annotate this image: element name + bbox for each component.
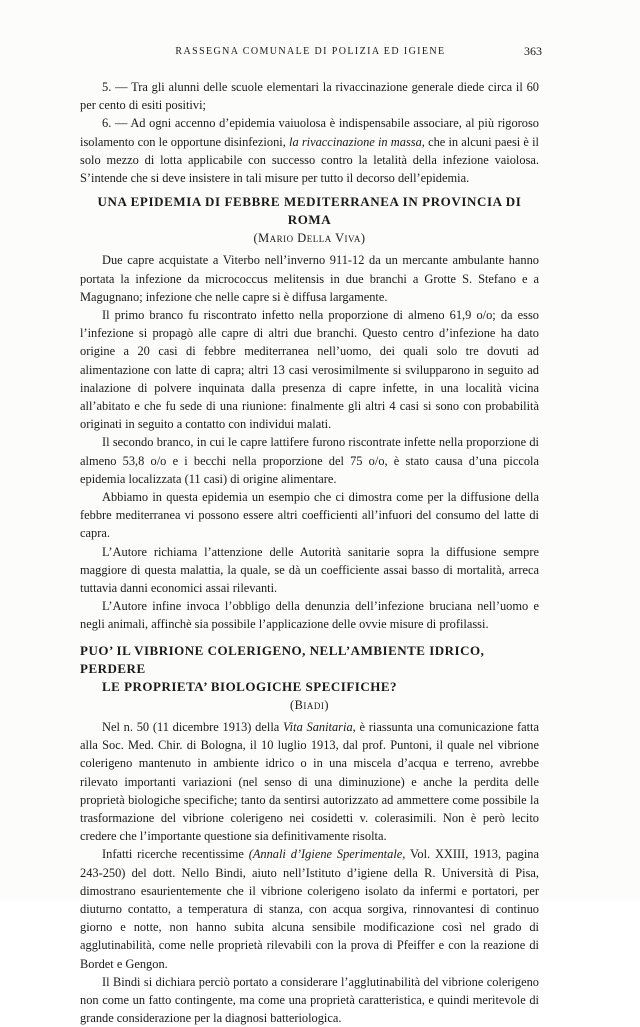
article1-paragraph: Il secondo branco, in cui le capre lattifere furono riscontrate infette nella proporzione di almeno 53,8 o/o e i becchi nella proporzione del 75 o/o, è stato causa d’una piccola epidemia localizzata (11 casi) di origine alimentare. bbox=[80, 435, 539, 486]
article2-paragraph bbox=[80, 718, 539, 845]
article1-paragraph: Il primo branco fu riscontrato infetto nella proporzione di almeno 61,9 o/o; da esso l’infezione si propagò alle capre di altri due branchi. Questo centro d’infezione ha dato origine a 20 casi di febbre mediterranea nell’uomo, dei quali solo tre dovuti ad alimentazione con latte di capra; altri 13 casi verosimilmente si svilupparono in seguito ad inalazione di polvere inquinata dalla presenza di capre infette, in una località vicina all’abitato e che fu sede di una riunione: finalmente gli altri 4 casi si sono con probabilità originati in seguito a contatto con individui malati. bbox=[80, 308, 539, 432]
article1-paragraph: Abbiamo in questa epidemia un esempio che ci dimostra come per la diffusione della febbre mediterranea vi possono essere altri coefficienti all’infuori del consumo del latte di capra. bbox=[80, 490, 539, 541]
journal-title: Vita Sanitaria, bbox=[283, 719, 356, 734]
article2-author: (Biadi) bbox=[289, 697, 329, 712]
page-number: 363 bbox=[524, 44, 542, 58]
list-item-5: 5. — Tra gli alunni delle scuole elementari la rivaccinazione generale diede circa il 60 per cento di esiti positivi; bbox=[80, 80, 539, 113]
article2-title-line2: LE PROPRIETA’ BIOLOGICHE SPECIFICHE? bbox=[102, 678, 398, 694]
article2-p2-end: Vol. XXIII, 1913, pagina 243-250) del dott. Nello Bindi, aiuto nell’Istituto d’igiene della R. Università di Pisa, dimostrano esaurientemente che il vibrione colerigeno isolato da infermi e portatori, per diuturno contatto, a temperatura di stanza, con acqua sorgiva, rinnovantesi di continuo giorno e notte, non hanno subita alcuna sensibile modificazione così nel grado di agglutinabilità, come nelle proprietà rilevabili con la prova di Pfeiffer e con la reazione di Bordet e Gengon. bbox=[80, 847, 539, 971]
article1-title: UNA EPIDEMIA DI FEBBRE MEDITERRANEA IN PROVINCIA DI ROMA bbox=[97, 194, 522, 228]
article2-title bbox=[80, 642, 539, 696]
list-item-6-emphasis: la rivaccinazione in massa, bbox=[289, 134, 425, 149]
list-item-6 bbox=[80, 114, 539, 187]
article1-paragraph: L’Autore richiama l’attenzione delle Autorità sanitarie sopra la diffusione sempre maggiore di questa malattia, la quale, se dà un coefficiente assai basso di mortalità, arreca tuttavia danni economici assai rilevanti. bbox=[80, 544, 539, 596]
article2-title-line1: PUO’ IL VIBRIONE COLERIGENO, NELL’AMBIENTE IDRICO, PERDERE bbox=[80, 642, 485, 676]
article2-p1-start: Nel n. 50 (11 dicembre 1913) della bbox=[102, 719, 284, 734]
article1-paragraph: L’Autore infine invoca l’obbligo della denunzia dell’infezione bruciana nell’uomo e negli animali, affinchè sia possibile l’applicazione delle ovvie misure di profilassi. bbox=[80, 599, 539, 632]
article1-author: (Mario Della Viva) bbox=[253, 231, 366, 246]
article2-p2-start: Infatti ricerche recentissime bbox=[102, 847, 249, 862]
article2-paragraph bbox=[80, 845, 539, 972]
article2-p1-end: è riassunta una comunicazione fatta alla Soc. Med. Chir. di Bologna, il 10 luglio 1913, dal prof. Puntoni, il quale nel vibrione colerigeno mantenuto in ambiente idrico o in una miscela d’acqua e terreno, avrebbe rilevato importanti variazioni (nel senso di una diminuzione) e anche la perdita delle proprietà biologiche specifiche; tanto da sentirsi autorizzato ad ammettere come possibile la trasformazione del vibrione colerigeno nei cosidetti v. colerasimili. Non è però lecito credere che l’importante questione sia definitivamente risolta. bbox=[80, 719, 539, 844]
text-column bbox=[80, 78, 539, 1027]
list-item-6-end: che in alcuni paesi è il solo mezzo di lotta applicabile con successo contro la letalità della infezione vaiolosa. S’intende che si deve insistere in tali misure per tutto il decorso dell’epidemia. bbox=[80, 134, 539, 186]
running-head: RASSEGNA COMUNALE DI POLIZIA ED IGIENE bbox=[175, 46, 446, 57]
article1-paragraph: Due capre acquistate a Viterbo nell’inverno 911-12 da un mercante ambulante hanno portata la infezione da micrococcus melitensis in due branchi a Grotte S. Stefano e a Magugnano; infezione che nelle capre si è diffusa largamente. bbox=[80, 253, 539, 304]
list-item-6-start: 6. — Ad ogni accenno d’epidemia vaiuolosa è indispensabile associare, al più rigoroso isolamento con le opportune disinfezioni, bbox=[80, 116, 539, 149]
article2-paragraph: Il Bindi si dichiara perciò portato a considerare l’agglutinabilità del vibrione colerigeno non come un fatto contingente, ma come una proprietà caratteristica, e quindi meritevole di grande considerazione per la diagnosi batteriologica. bbox=[80, 974, 539, 1026]
journal-title: (Annali d’Igiene Sperimentale, bbox=[248, 847, 406, 862]
